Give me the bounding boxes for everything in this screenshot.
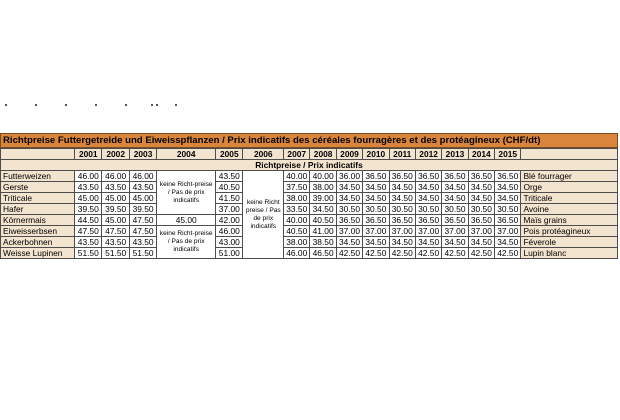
value-cell: 30.50 [336,204,362,215]
price-table-container [0,133,618,259]
value-cell: 42.00 [216,215,243,226]
value-cell: 46.00 [129,171,156,182]
value-cell: 43.50 [102,182,129,193]
value-cell: 43.50 [129,182,156,193]
value-cell: 40.50 [216,182,243,193]
row-label-fr: Maïs grains [521,215,618,226]
value-cell: 46.00 [216,226,243,237]
year-header-row [1,149,618,160]
year-header: 2010 [363,149,389,160]
value-cell: 36.50 [442,171,468,182]
year-header: 2006 [243,149,284,160]
year-header: 2011 [389,149,415,160]
year-header: 2012 [415,149,441,160]
value-cell: 46.00 [102,171,129,182]
value-cell: 37.00 [389,226,415,237]
value-cell: 46.50 [310,248,336,259]
no-price-note-2004: keine Richt-preise / Pas de prix indicatifs [157,226,216,259]
table-body [1,171,618,259]
no-price-note-2006: keine Richt preise / Pas de prix indicatifs [243,171,284,259]
value-cell: 43.50 [75,237,102,248]
year-header: 2015 [495,149,521,160]
year-header: 2001 [75,149,102,160]
value-cell: 40.50 [284,226,310,237]
value-cell: 34.50 [363,237,389,248]
value-cell: 34.50 [415,237,441,248]
value-cell: 30.50 [389,204,415,215]
year-header: 2004 [157,149,216,160]
value-cell: 42.50 [336,248,362,259]
value-cell: 37.00 [216,204,243,215]
year-header: 2013 [442,149,468,160]
value-cell: 42.50 [442,248,468,259]
value-cell: 37.00 [442,226,468,237]
value-cell: 46.00 [75,171,102,182]
value-cell: 34.50 [442,193,468,204]
value-cell: 42.50 [468,248,494,259]
value-cell: 42.50 [389,248,415,259]
value-cell: 38.00 [284,237,310,248]
table-row [1,204,618,215]
value-cell: 42.50 [415,248,441,259]
value-cell: 34.50 [336,182,362,193]
value-cell: 45.00 [102,193,129,204]
value-cell: 47.50 [129,226,156,237]
value-cell: 43.00 [216,237,243,248]
value-cell: 37.00 [495,226,521,237]
value-cell: 38.00 [284,193,310,204]
row-label-fr: Blé fourrager [521,171,618,182]
row-label-fr: Orge [521,182,618,193]
value-cell: 51.50 [75,248,102,259]
row-label-de: Triticale [1,193,75,204]
value-cell: 34.50 [468,182,494,193]
row-label-de: Eiweisserbsen [1,226,75,237]
table-row [1,171,618,182]
year-header: 2002 [102,149,129,160]
table-title: Richtpreise Futtergetreide und Eiweisspflanzen / Prix indicatifs des céréales fourragères et des protéagineux (CHF/dt) [0,133,618,148]
value-cell: 42.50 [495,248,521,259]
value-cell: 36.50 [468,215,494,226]
value-cell: 38.00 [310,182,336,193]
row-label-de: Ackerbohnen [1,237,75,248]
value-cell: 41.00 [310,226,336,237]
price-table [0,148,618,259]
value-cell: 43.50 [102,237,129,248]
value-cell: 37.00 [415,226,441,237]
value-cell: 37.50 [284,182,310,193]
row-label-fr: Triticale [521,193,618,204]
value-cell: 34.50 [415,193,441,204]
row-label-de: Hafer [1,204,75,215]
row-label-de: Futterweizen [1,171,75,182]
value-cell: 34.50 [336,237,362,248]
header-blank-left [1,149,75,160]
value-cell: 45.00 [157,215,216,226]
year-header: 2007 [284,149,310,160]
value-cell: 40.00 [310,171,336,182]
value-cell: 38.50 [310,237,336,248]
year-header: 2009 [336,149,362,160]
row-label-de: Gerste [1,182,75,193]
value-cell: 30.50 [415,204,441,215]
value-cell: 45.00 [102,215,129,226]
value-cell: 45.00 [129,193,156,204]
value-cell: 47.50 [75,226,102,237]
value-cell: 34.50 [336,193,362,204]
year-header: 2003 [129,149,156,160]
value-cell: 30.50 [442,204,468,215]
value-cell: 34.50 [363,182,389,193]
value-cell: 36.50 [442,215,468,226]
value-cell: 36.50 [495,215,521,226]
value-cell: 36.50 [363,215,389,226]
value-cell: 36.50 [468,171,494,182]
value-cell: 51.50 [129,248,156,259]
value-cell: 45.00 [75,193,102,204]
value-cell: 39.50 [102,204,129,215]
table-row [1,182,618,193]
value-cell: 43.50 [75,182,102,193]
value-cell: 47.50 [129,215,156,226]
value-cell: 39.50 [129,204,156,215]
row-label-fr: Avoine [521,204,618,215]
table-row [1,237,618,248]
value-cell: 36.50 [415,215,441,226]
table-row [1,226,618,237]
value-cell: 34.50 [468,193,494,204]
value-cell: 34.50 [442,237,468,248]
value-cell: 40.00 [284,171,310,182]
value-cell: 44.50 [75,215,102,226]
year-header: 2008 [310,149,336,160]
value-cell: 34.50 [468,237,494,248]
value-cell: 47.50 [102,226,129,237]
value-cell: 36.50 [336,215,362,226]
value-cell: 34.50 [495,182,521,193]
value-cell: 30.50 [495,204,521,215]
value-cell: 36.50 [389,215,415,226]
table-row [1,215,618,226]
table-row [1,193,618,204]
year-header: 2014 [468,149,494,160]
value-cell: 42.50 [363,248,389,259]
value-cell: 36.50 [389,171,415,182]
value-cell: 40.00 [284,215,310,226]
value-cell: 30.50 [363,204,389,215]
row-label-de: Weisse Lupinen [1,248,75,259]
value-cell: 34.50 [389,182,415,193]
value-cell: 40.50 [310,215,336,226]
value-cell: 43.50 [129,237,156,248]
value-cell: 33.50 [284,204,310,215]
subheader: Richtpreise / Prix indicatifs [1,160,618,171]
value-cell: 36.50 [363,171,389,182]
value-cell: 51.00 [216,248,243,259]
row-label-fr: Féverole [521,237,618,248]
value-cell: 41.50 [216,193,243,204]
value-cell: 36.50 [495,171,521,182]
value-cell: 36.00 [336,171,362,182]
value-cell: 46.00 [284,248,310,259]
value-cell: 39.50 [75,204,102,215]
row-label-de: Körnermais [1,215,75,226]
value-cell: 37.00 [468,226,494,237]
value-cell: 34.50 [310,204,336,215]
value-cell: 34.50 [389,237,415,248]
table-row [1,248,618,259]
no-price-note-2004: keine Richt-preise / Pas de prix indicatifs [157,171,216,215]
value-cell: 34.50 [389,193,415,204]
value-cell: 34.50 [442,182,468,193]
stray-marks [5,101,185,109]
value-cell: 30.50 [468,204,494,215]
value-cell: 34.50 [495,237,521,248]
value-cell: 37.00 [363,226,389,237]
value-cell: 43.50 [216,171,243,182]
value-cell: 34.50 [415,182,441,193]
row-label-fr: Lupin blanc [521,248,618,259]
value-cell: 37.00 [336,226,362,237]
value-cell: 34.50 [363,193,389,204]
year-header: 2005 [216,149,243,160]
header-blank-right [521,149,618,160]
value-cell: 51.50 [102,248,129,259]
row-label-fr: Pois protéagineux [521,226,618,237]
value-cell: 39.00 [310,193,336,204]
value-cell: 36.50 [415,171,441,182]
subheader-row [1,160,618,171]
value-cell: 34.50 [495,193,521,204]
